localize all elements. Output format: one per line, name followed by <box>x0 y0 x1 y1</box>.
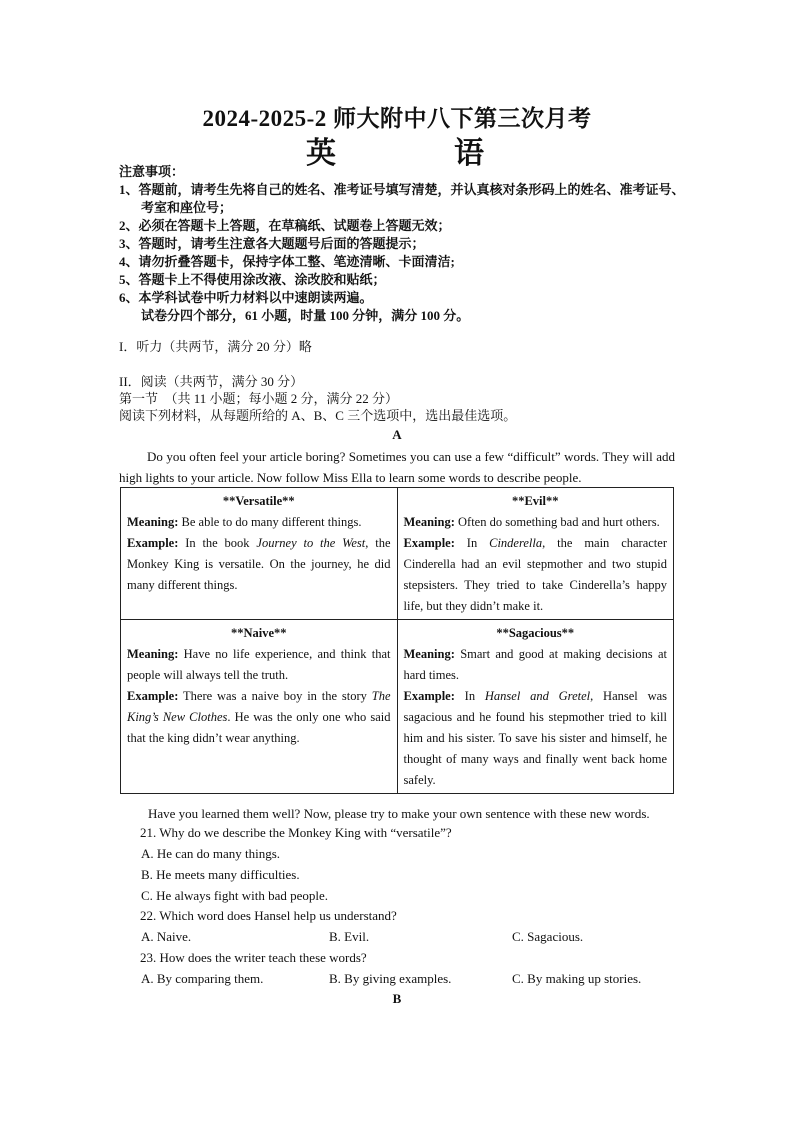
question-22-option-a: A. Naive. <box>141 929 192 944</box>
vocab-example: Example: There was a naive boy in the story The King’s New Clothes. He was the only one who said that the king didn’t wear anything. <box>127 689 391 745</box>
exam-notes <box>119 163 689 325</box>
notes-item: 5、答题卡上不得使用涂改液、涂改胶和贴纸； <box>119 272 386 287</box>
question-21-stem: 21. Why do we describe the Monkey King with “versatile”? <box>140 825 452 840</box>
question-21-option-c: C. He always fight with bad people. <box>141 888 329 903</box>
reading-section: II．阅读（共两节，满分 30 分） <box>119 374 304 389</box>
vocab-meaning: Meaning: Be able to do many different things. <box>127 515 362 529</box>
vocab-meaning: Meaning: Often do something bad and hurt others. <box>403 515 660 529</box>
vocab-card-naive <box>121 620 398 794</box>
notes-item: 6、本学科试卷中听力材料以中速朗读两遍。 <box>119 290 373 305</box>
passage-a-intro: Do you often feel your article boring? Sometimes you can use a few “difficult” words. They will add high lights to your article. Now follow Miss Ella to learn some words to describe people. <box>119 449 675 485</box>
question-22-stem: 22. Which word does Hansel help us understand? <box>140 908 397 923</box>
passage-a-outro: Have you learned them well? Now, please try to make your own sentence with these new words. <box>148 806 650 821</box>
notes-item: 1、答题前，请考生先将自己的姓名、准考证号填写清楚，并认真核对条形码上的姓名、准考证号、考室和座位号； <box>119 182 685 215</box>
vocab-example: Example: In Hansel and Gretel, Hansel was sagacious and he found his stepmother tried to kill him and his sister. To save his sister and himself, he thought of many ways and finally went back home safely. <box>403 689 668 787</box>
vocab-word: **Naive** <box>230 626 287 640</box>
notes-item: 4、请勿折叠答题卡，保持字体工整、笔迹清晰、卡面清洁; <box>119 254 455 269</box>
passage-b-label: B <box>392 991 402 1006</box>
vocab-word: **Versatile** <box>222 494 295 508</box>
notes-heading: 注意事项： <box>119 164 185 179</box>
vocab-meaning: Meaning: Have no life experience, and think that people will always tell the truth. <box>127 647 391 682</box>
question-23-option-c: C. By making up stories. <box>512 971 642 986</box>
vocabulary-table <box>120 487 674 794</box>
vocab-example: Example: In the book Journey to the West, the Monkey King is versatile. On the journey, he did many different things. <box>127 536 391 592</box>
listening-section: I．听力（共两节，满分 20 分）略 <box>119 339 312 354</box>
question-23-option-a: A. By comparing them. <box>141 971 264 986</box>
passage-a-label: A <box>392 427 402 442</box>
vocab-word: **Sagacious** <box>496 626 575 640</box>
notes-item: 3、答题时，请考生注意各大题题号后面的答题提示； <box>119 236 425 251</box>
notes-summary: 试卷分四个部分，61 小题，时量 100 分钟，满分 100 分。 <box>141 308 470 323</box>
question-21-option-a: A. He can do many things. <box>141 846 281 861</box>
vocab-example: Example: In Cinderella, the main character Cinderella had an evil stepmother and two stupid stepsisters. They tried to take Cinderella’s happy life, but they didn’t make it. <box>403 536 667 613</box>
exam-title: 2024-2025-2 师大附中八下第三次月考 <box>202 106 592 131</box>
vocab-word: **Evil** <box>511 494 559 508</box>
reading-instruction: 阅读下列材料，从每题所给的 A、B、C 三个选项中，选出最佳选项。 <box>119 408 517 423</box>
vocab-card-sagacious <box>397 620 674 794</box>
question-23-stem: 23. How does the writer teach these words? <box>140 950 367 965</box>
part-one-heading: 第一节 （共 11 小题；每小题 2 分，满分 22 分） <box>119 391 399 406</box>
vocab-meaning: Meaning: Smart and good at making decisions at hard times. <box>403 647 667 682</box>
question-22-option-c: C. Sagacious. <box>512 929 584 944</box>
vocab-card-evil <box>397 488 674 620</box>
notes-item: 2、必须在答题卡上答题，在草稿纸、试题卷上答题无效； <box>119 218 451 233</box>
question-22-option-b: B. Evil. <box>329 929 370 944</box>
vocab-card-versatile <box>121 488 398 620</box>
question-23-option-b: B. By giving examples. <box>329 971 452 986</box>
question-21-option-b: B. He meets many difficulties. <box>141 867 300 882</box>
subject-title: 英 语 <box>306 137 528 170</box>
